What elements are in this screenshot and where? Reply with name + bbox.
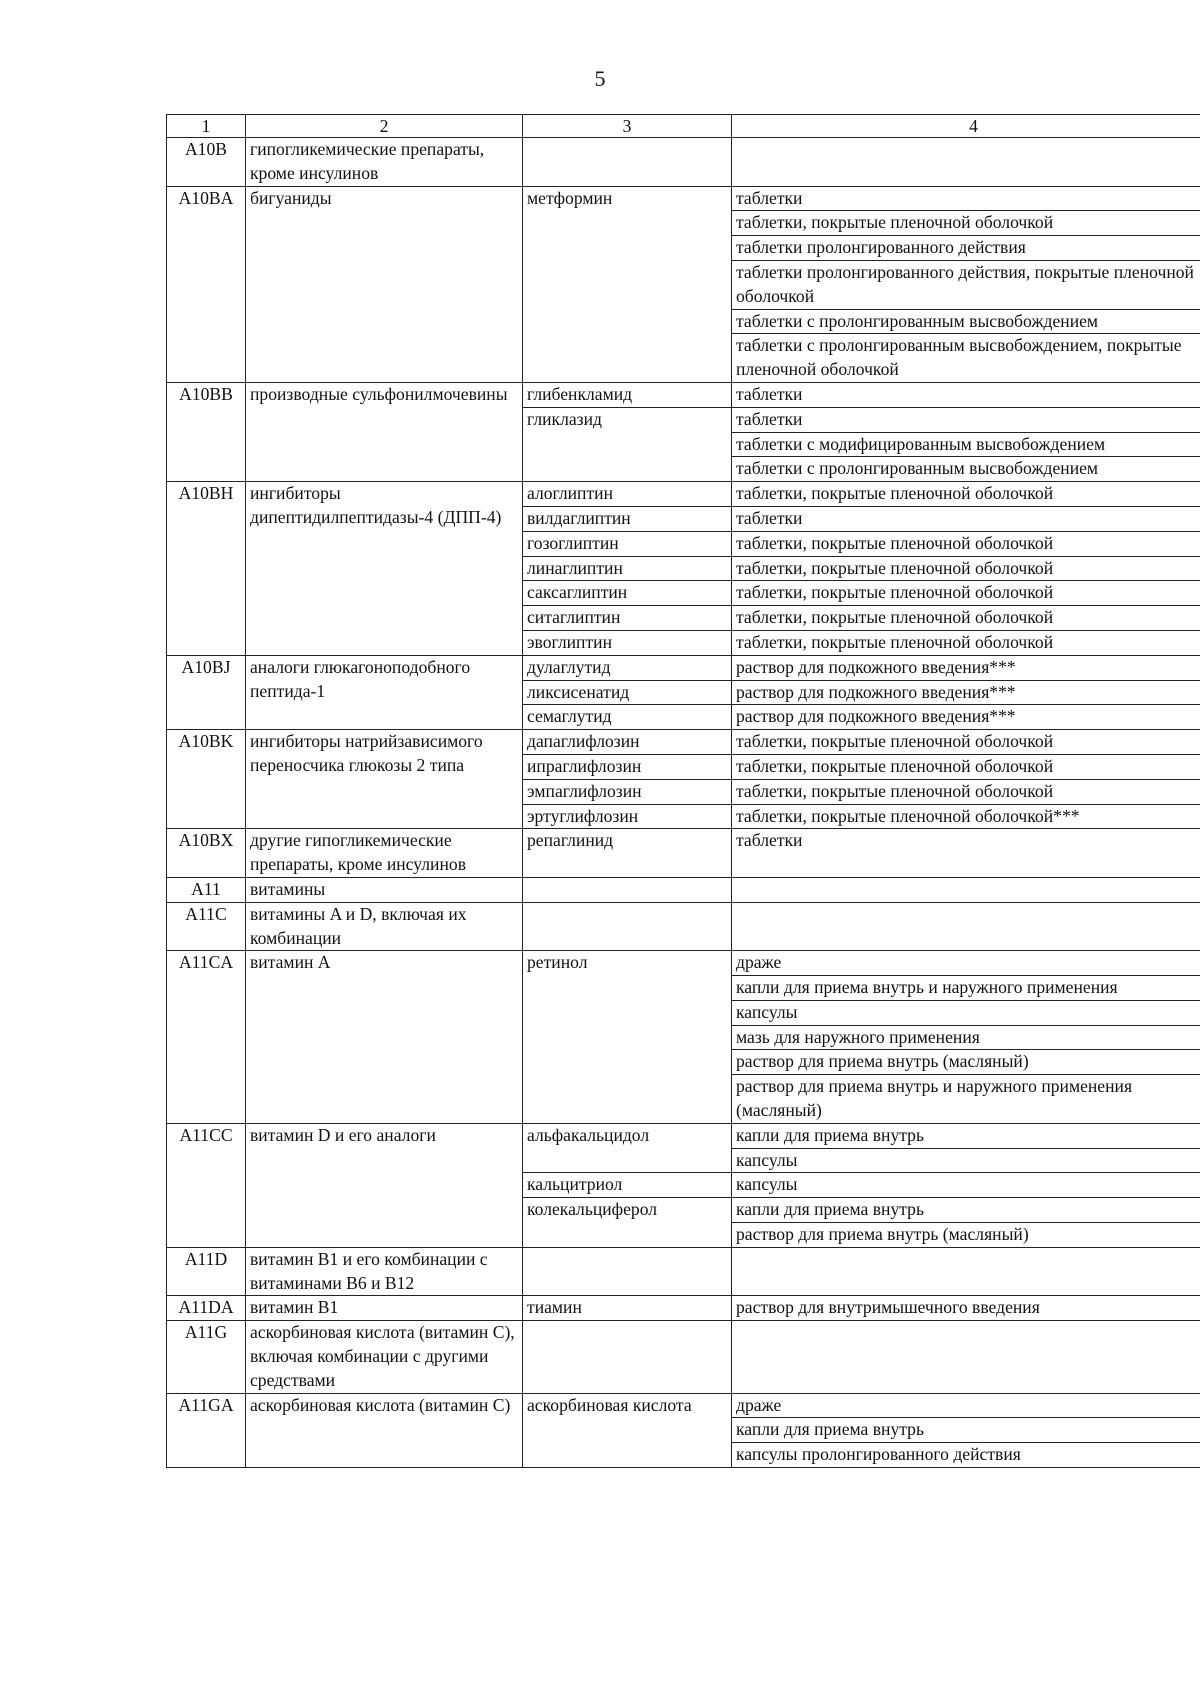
table-row xyxy=(167,1247,1200,1296)
header-cell-1: 1 xyxy=(167,115,246,138)
dosage-form: таблетки, покрытые пленочной оболочкой*** xyxy=(732,804,1200,829)
drug-name: семаглутид xyxy=(523,705,732,730)
drug-name: дапаглифлозин xyxy=(523,730,732,755)
drug-name: гозоглиптин xyxy=(523,531,732,556)
atc-code: A10BJ xyxy=(167,655,246,729)
dosage-form: раствор для внутримышечного введения xyxy=(732,1296,1200,1321)
atc-code: A11D xyxy=(167,1247,246,1296)
page-number: 5 xyxy=(594,66,606,91)
table-row xyxy=(167,951,1200,976)
drug-name: эртуглифлозин xyxy=(523,804,732,829)
drug-name: кальцитриол xyxy=(523,1173,732,1198)
dosage-form: таблетки xyxy=(732,506,1200,531)
dosage-form: раствор для подкожного введения*** xyxy=(732,680,1200,705)
drug-name xyxy=(523,1321,732,1393)
dosage-form: раствор для приема внутрь (масляный) xyxy=(732,1050,1200,1075)
table-row xyxy=(167,655,1200,680)
dosage-form: таблетки пролонгированного действия, покрытые пленочной оболочкой xyxy=(732,260,1200,309)
dosage-form: таблетки пролонгированного действия xyxy=(732,236,1200,261)
atc-code: A10BA xyxy=(167,186,246,382)
dosage-form: капсулы xyxy=(732,1000,1200,1025)
group-name: витамины xyxy=(246,877,523,902)
drug-name: ликсисенатид xyxy=(523,680,732,705)
atc-code: A10BX xyxy=(167,829,246,878)
table-row xyxy=(167,186,1200,211)
table-row xyxy=(167,1123,1200,1148)
drug-name xyxy=(523,877,732,902)
drug-name: гликлазид xyxy=(523,407,732,481)
drug-name: метформин xyxy=(523,186,732,382)
drug-name xyxy=(523,1247,732,1296)
drug-name: ситаглиптин xyxy=(523,606,732,631)
group-name: витамин B1 и его комбинации с витаминами B6 и B12 xyxy=(246,1247,523,1296)
group-name: ингибиторы дипептидилпептидазы-4 (ДПП-4) xyxy=(246,482,523,656)
dosage-form: капли для приема внутрь xyxy=(732,1418,1200,1443)
dosage-form xyxy=(732,1321,1200,1393)
table-row xyxy=(167,1321,1200,1393)
dosage-form: таблетки, покрытые пленочной оболочкой xyxy=(732,754,1200,779)
atc-code: A10BB xyxy=(167,382,246,481)
dosage-form: раствор для приема внутрь и наружного применения (масляный) xyxy=(732,1075,1200,1124)
dosage-form: таблетки с пролонгированным высвобождением xyxy=(732,457,1200,482)
atc-code: A11 xyxy=(167,877,246,902)
dosage-form: таблетки, покрытые пленочной оболочкой xyxy=(732,730,1200,755)
atc-code: A11CC xyxy=(167,1123,246,1247)
group-name: гипогликемические препараты, кроме инсулинов xyxy=(246,138,523,187)
dosage-form xyxy=(732,902,1200,951)
dosage-form: драже xyxy=(732,951,1200,976)
dosage-form: таблетки, покрытые пленочной оболочкой xyxy=(732,482,1200,507)
dosage-form: капсулы xyxy=(732,1173,1200,1198)
dosage-form: таблетки с пролонгированным высвобождением xyxy=(732,309,1200,334)
drug-name: саксаглиптин xyxy=(523,581,732,606)
drug-name: тиамин xyxy=(523,1296,732,1321)
drug-name: глибенкламид xyxy=(523,382,732,407)
atc-code: A11GA xyxy=(167,1393,246,1467)
dosage-form: капсулы xyxy=(732,1148,1200,1173)
atc-code: A11G xyxy=(167,1321,246,1393)
drug-name: вилдаглиптин xyxy=(523,506,732,531)
group-name: другие гипогликемические препараты, кроме инсулинов xyxy=(246,829,523,878)
table-row xyxy=(167,138,1200,187)
dosage-form: таблетки, покрытые пленочной оболочкой xyxy=(732,531,1200,556)
dosage-form: таблетки, покрытые пленочной оболочкой xyxy=(732,211,1200,236)
dosage-form xyxy=(732,877,1200,902)
table-row xyxy=(167,382,1200,407)
drug-name: линаглиптин xyxy=(523,556,732,581)
atc-code: A10BH xyxy=(167,482,246,656)
drug-classification-table xyxy=(166,114,1200,1468)
group-name: витамин B1 xyxy=(246,1296,523,1321)
atc-code: A11C xyxy=(167,902,246,951)
group-name: аскорбиновая кислота (витамин C), включая комбинации с другими средствами xyxy=(246,1321,523,1393)
table-row xyxy=(167,902,1200,951)
dosage-form xyxy=(732,138,1200,187)
atc-code: A11CA xyxy=(167,951,246,1124)
table-row xyxy=(167,730,1200,755)
header-cell-4: 4 xyxy=(732,115,1200,138)
dosage-form: таблетки xyxy=(732,382,1200,407)
dosage-form: капли для приема внутрь и наружного применения xyxy=(732,976,1200,1001)
drug-name xyxy=(523,138,732,187)
header-row xyxy=(167,115,1200,138)
group-name: витамин D и его аналоги xyxy=(246,1123,523,1247)
atc-code: A10BK xyxy=(167,730,246,829)
atc-code: A11DA xyxy=(167,1296,246,1321)
dosage-form: раствор для подкожного введения*** xyxy=(732,705,1200,730)
dosage-form: раствор для приема внутрь (масляный) xyxy=(732,1223,1200,1248)
table-row xyxy=(167,829,1200,878)
group-name: бигуаниды xyxy=(246,186,523,382)
drug-name: эмпаглифлозин xyxy=(523,779,732,804)
group-name: аналоги глюкагоноподобного пептида-1 xyxy=(246,655,523,729)
dosage-form: таблетки, покрытые пленочной оболочкой xyxy=(732,630,1200,655)
drug-name: колекальциферол xyxy=(523,1198,732,1248)
dosage-form: мазь для наружного применения xyxy=(732,1025,1200,1050)
dosage-form: таблетки, покрытые пленочной оболочкой xyxy=(732,779,1200,804)
dosage-form: таблетки, покрытые пленочной оболочкой xyxy=(732,581,1200,606)
group-name: ингибиторы натрийзависимого переносчика глюкозы 2 типа xyxy=(246,730,523,829)
header-cell-2: 2 xyxy=(246,115,523,138)
dosage-form: таблетки xyxy=(732,829,1200,878)
dosage-form: капли для приема внутрь xyxy=(732,1198,1200,1223)
group-name: витамин A xyxy=(246,951,523,1124)
drug-name: репаглинид xyxy=(523,829,732,878)
drug-name: дулаглутид xyxy=(523,655,732,680)
dosage-form: таблетки, покрытые пленочной оболочкой xyxy=(732,556,1200,581)
drug-name xyxy=(523,902,732,951)
table-row xyxy=(167,482,1200,507)
table-row xyxy=(167,877,1200,902)
group-name: производные сульфонилмочевины xyxy=(246,382,523,481)
drug-name: ипраглифлозин xyxy=(523,754,732,779)
drug-name: аскорбиновая кислота xyxy=(523,1393,732,1467)
group-name: аскорбиновая кислота (витамин C) xyxy=(246,1393,523,1467)
dosage-form: таблетки с модифицированным высвобождением xyxy=(732,432,1200,457)
dosage-form: капли для приема внутрь xyxy=(732,1123,1200,1148)
drug-name: альфакальцидол xyxy=(523,1123,732,1173)
dosage-form: раствор для подкожного введения*** xyxy=(732,655,1200,680)
table-row xyxy=(167,1296,1200,1321)
group-name: витамины A и D, включая их комбинации xyxy=(246,902,523,951)
dosage-form: таблетки xyxy=(732,407,1200,432)
drug-name: эвоглиптин xyxy=(523,630,732,655)
dosage-form: драже xyxy=(732,1393,1200,1418)
header-cell-3: 3 xyxy=(523,115,732,138)
dosage-form: капсулы пролонгированного действия xyxy=(732,1443,1200,1468)
table-row xyxy=(167,1393,1200,1418)
dosage-form: таблетки, покрытые пленочной оболочкой xyxy=(732,606,1200,631)
atc-code: A10B xyxy=(167,138,246,187)
dosage-form: таблетки xyxy=(732,186,1200,211)
dosage-form xyxy=(732,1247,1200,1296)
drug-name: алоглиптин xyxy=(523,482,732,507)
drug-name: ретинол xyxy=(523,951,732,1124)
dosage-form: таблетки с пролонгированным высвобождением, покрытые пленочной оболочкой xyxy=(732,334,1200,383)
